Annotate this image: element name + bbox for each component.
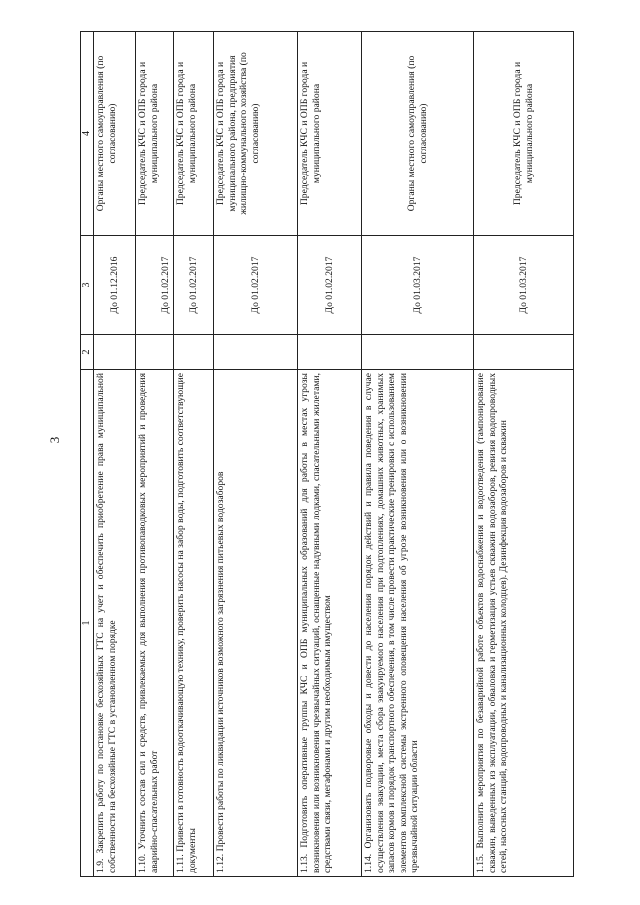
- responsible-cell: Органы местного самоуправления (по согласованию): [362, 32, 474, 236]
- deadline-cell: До 01.02.2017: [174, 236, 214, 335]
- deadline-cell: До 01.02.2017: [136, 236, 174, 335]
- responsible-cell: Председатель КЧС и ОПБ города и муниципального района: [136, 32, 174, 236]
- column-number-2: 2: [81, 335, 94, 370]
- action-cell: 1.12. Провести работы по ликвидации источников возможного загрязнения питьевых водозаборов: [214, 370, 298, 877]
- responsible-cell: Председатель КЧС и ОПБ города и муниципального района: [174, 32, 214, 236]
- column2-cell: [298, 335, 362, 370]
- deadline-cell: До 01.03.2017: [362, 236, 474, 335]
- deadline-cell: До 01.12.2016: [94, 236, 136, 335]
- action-cell: 1.10. Уточнить состав сил и средств, привлекаемых для выполнения противопаводковых мероприятий и проведения аварийно-спасательных работ: [136, 370, 174, 877]
- table-row: [474, 32, 574, 877]
- action-cell: 1.13. Подготовить оперативные группы КЧС и ОПБ муниципальных образований для работы в местах угрозы возникновения или возникновения чрезвычайных ситуаций, оснащенные надувными лодками, спасательными жилетами, средствами связи, мегафонами и другим необходимым имуществом: [298, 370, 362, 877]
- table-row: [362, 32, 474, 877]
- responsible-cell: Председатель КЧС и ОПБ города и муниципального района: [474, 32, 574, 236]
- table-row: [94, 32, 136, 877]
- column-number-4: 4: [81, 32, 94, 236]
- deadline-cell: До 01.02.2017: [298, 236, 362, 335]
- responsible-cell: Органы местного самоуправления (по согласованию): [94, 32, 136, 236]
- table-row: [298, 32, 362, 877]
- table-row: [136, 32, 174, 877]
- action-cell: 1.14. Организовать подворовые обходы и довести до населения порядок действий и правила поведения в случае осуществления эвакуации, места сбора эвакуируемого населения при подтоплениях, домашних животных, хранимых запасов кормов и порядок транспортного обеспечения, в том числе провести практические тренировки с использованием элементов комплексной системы экстренного оповещения населения об угрозе возникновения или о возникновении чрезвычайной ситуации области: [362, 370, 474, 877]
- column2-cell: [174, 335, 214, 370]
- deadline-cell: До 01.03.2017: [474, 236, 574, 335]
- column2-cell: [136, 335, 174, 370]
- column2-cell: [474, 335, 574, 370]
- action-cell: 1.11. Привести в готовность водооткачивающую технику, проверить насосы на забор воды, подготовить соответствующие документы: [174, 370, 214, 877]
- responsible-cell: Председатель КЧС и ОПБ города и муниципального района, предприятия жилищно-коммунального хозяйства (по согласованию): [214, 32, 298, 236]
- column-number-3: 3: [81, 236, 94, 335]
- column2-cell: [214, 335, 298, 370]
- table-row: [174, 32, 214, 877]
- action-cell: 1.15. Выполнить мероприятия по безаварийной работе объектов водоснабжения и водоотведения (тампонирование скважин, выведенных из эксплуатации, обваловка и герметизация устьев скважин водозаборов, ревизия водопроводных сетей, насосных станций, водопроводных и канализационных колодцев). Дезинфекция водозаборов и скважин: [474, 370, 574, 877]
- rotated-table-frame: [80, 32, 580, 877]
- table-row: [214, 32, 298, 877]
- column2-cell: [362, 335, 474, 370]
- action-plan-table: [80, 31, 574, 877]
- column2-cell: [94, 335, 136, 370]
- column-number-row: [81, 32, 94, 877]
- column-number-1: 1: [81, 370, 94, 877]
- page-number: 3: [47, 436, 62, 444]
- action-cell: 1.9. Закрепить работу по постановке бесхозяйных ГТС на учет и обеспечить приобретение права муниципальной собственности на бесхозяйные ГТС в установленном порядке: [94, 370, 136, 877]
- deadline-cell: До 01.02.2017: [214, 236, 298, 335]
- responsible-cell: Председатель КЧС и ОПБ города и муниципального района: [298, 32, 362, 236]
